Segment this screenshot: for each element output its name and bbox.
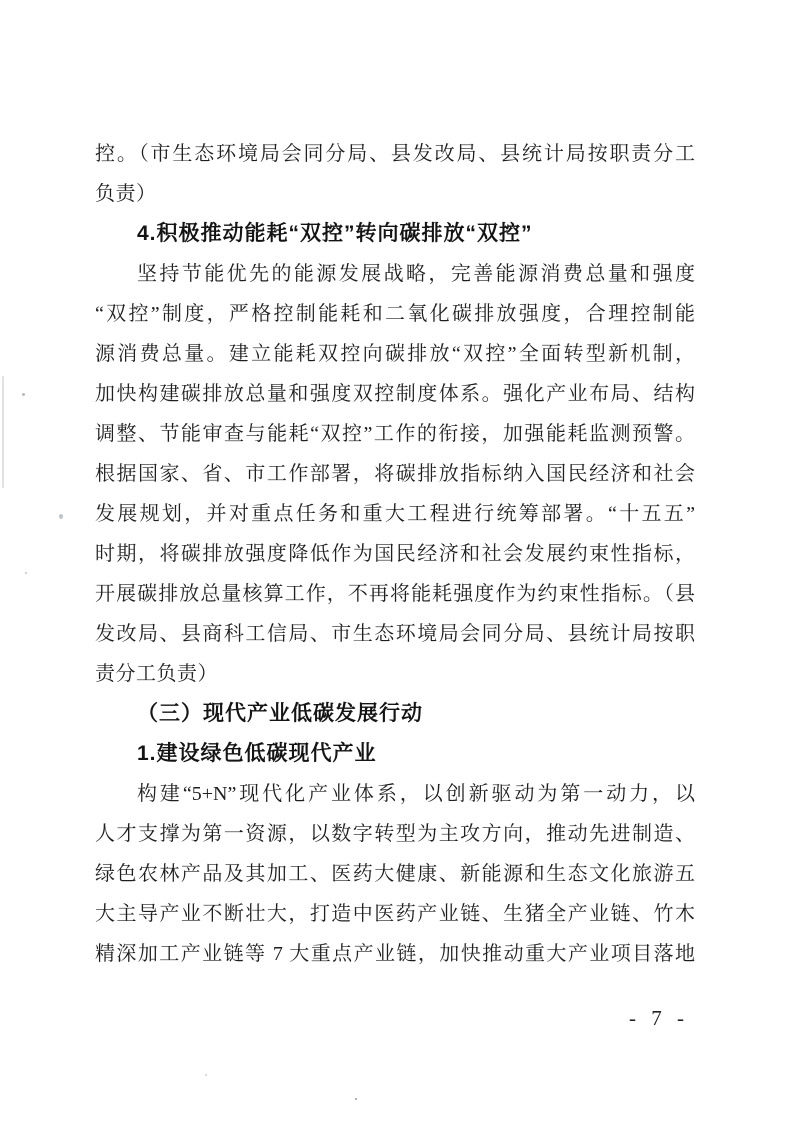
heading-line: 1.建设绿色低碳现代产业 xyxy=(137,742,377,765)
text-line: 构建“5+N”现代化产业体系，以创新驱动为第一动力，以 xyxy=(137,783,695,805)
text-line: 发展规划，并对重点任务和重大工程进行统筹部署。“十五五” xyxy=(95,503,695,525)
text-line: “双控”制度，严格控制能耗和二氧化碳排放强度，合理控制能 xyxy=(95,303,695,325)
scan-speck xyxy=(205,1074,207,1076)
scan-speck xyxy=(355,1098,357,1100)
text-line: 精深加工产业链等 7 大重点产业链，加快推动重大产业项目落地 xyxy=(95,943,695,965)
scan-edge-artifact xyxy=(2,376,4,488)
text-line: 开展碳排放总量核算工作，不再将能耗强度作为约束性指标。（县 xyxy=(95,583,695,605)
text-line: 坚持节能优先的能源发展战略，完善能源消费总量和强度 xyxy=(137,263,695,285)
text-line: 源消费总量。建立能耗双控向碳排放“双控”全面转型新机制， xyxy=(95,343,695,365)
text-line: 加快构建碳排放总量和强度双控制度体系。强化产业布局、结构 xyxy=(95,383,695,405)
scan-speck xyxy=(22,393,25,396)
scan-speck xyxy=(25,572,27,574)
text-line: 人才支撑为第一资源，以数字转型为主攻方向，推动先进制造、 xyxy=(95,823,695,845)
text-line: 控。（市生态环境局会同分局、县发改局、县统计局按职责分工 xyxy=(95,143,695,165)
text-line: 发改局、县商科工信局、市生态环境局会同分局、县统计局按职 xyxy=(95,623,695,645)
document-lines xyxy=(95,134,695,974)
text-line: 时期，将碳排放强度降低作为国民经济和社会发展约束性指标， xyxy=(95,543,695,565)
text-line: 调整、节能审查与能耗“双控”工作的衔接，加强能耗监测预警。 xyxy=(95,423,695,445)
heading-line: 4.积极推动能耗“双控”转向碳排放“双控” xyxy=(137,222,533,245)
text-line: 责分工负责） xyxy=(95,663,218,685)
text-line: 根据国家、省、市工作部署，将碳排放指标纳入国民经济和社会 xyxy=(95,463,695,485)
text-line: 绿色农林产品及其加工、医药大健康、新能源和生态文化旅游五 xyxy=(95,863,695,885)
heading-line: （三）现代产业低碳发展行动 xyxy=(137,702,423,725)
text-line: 大主导产业不断壮大，打造中医药产业链、生猪全产业链、竹木 xyxy=(95,903,695,925)
scan-speck xyxy=(59,514,63,519)
page-number: - 7 - xyxy=(629,1006,689,1030)
text-line: 负责） xyxy=(95,183,157,205)
